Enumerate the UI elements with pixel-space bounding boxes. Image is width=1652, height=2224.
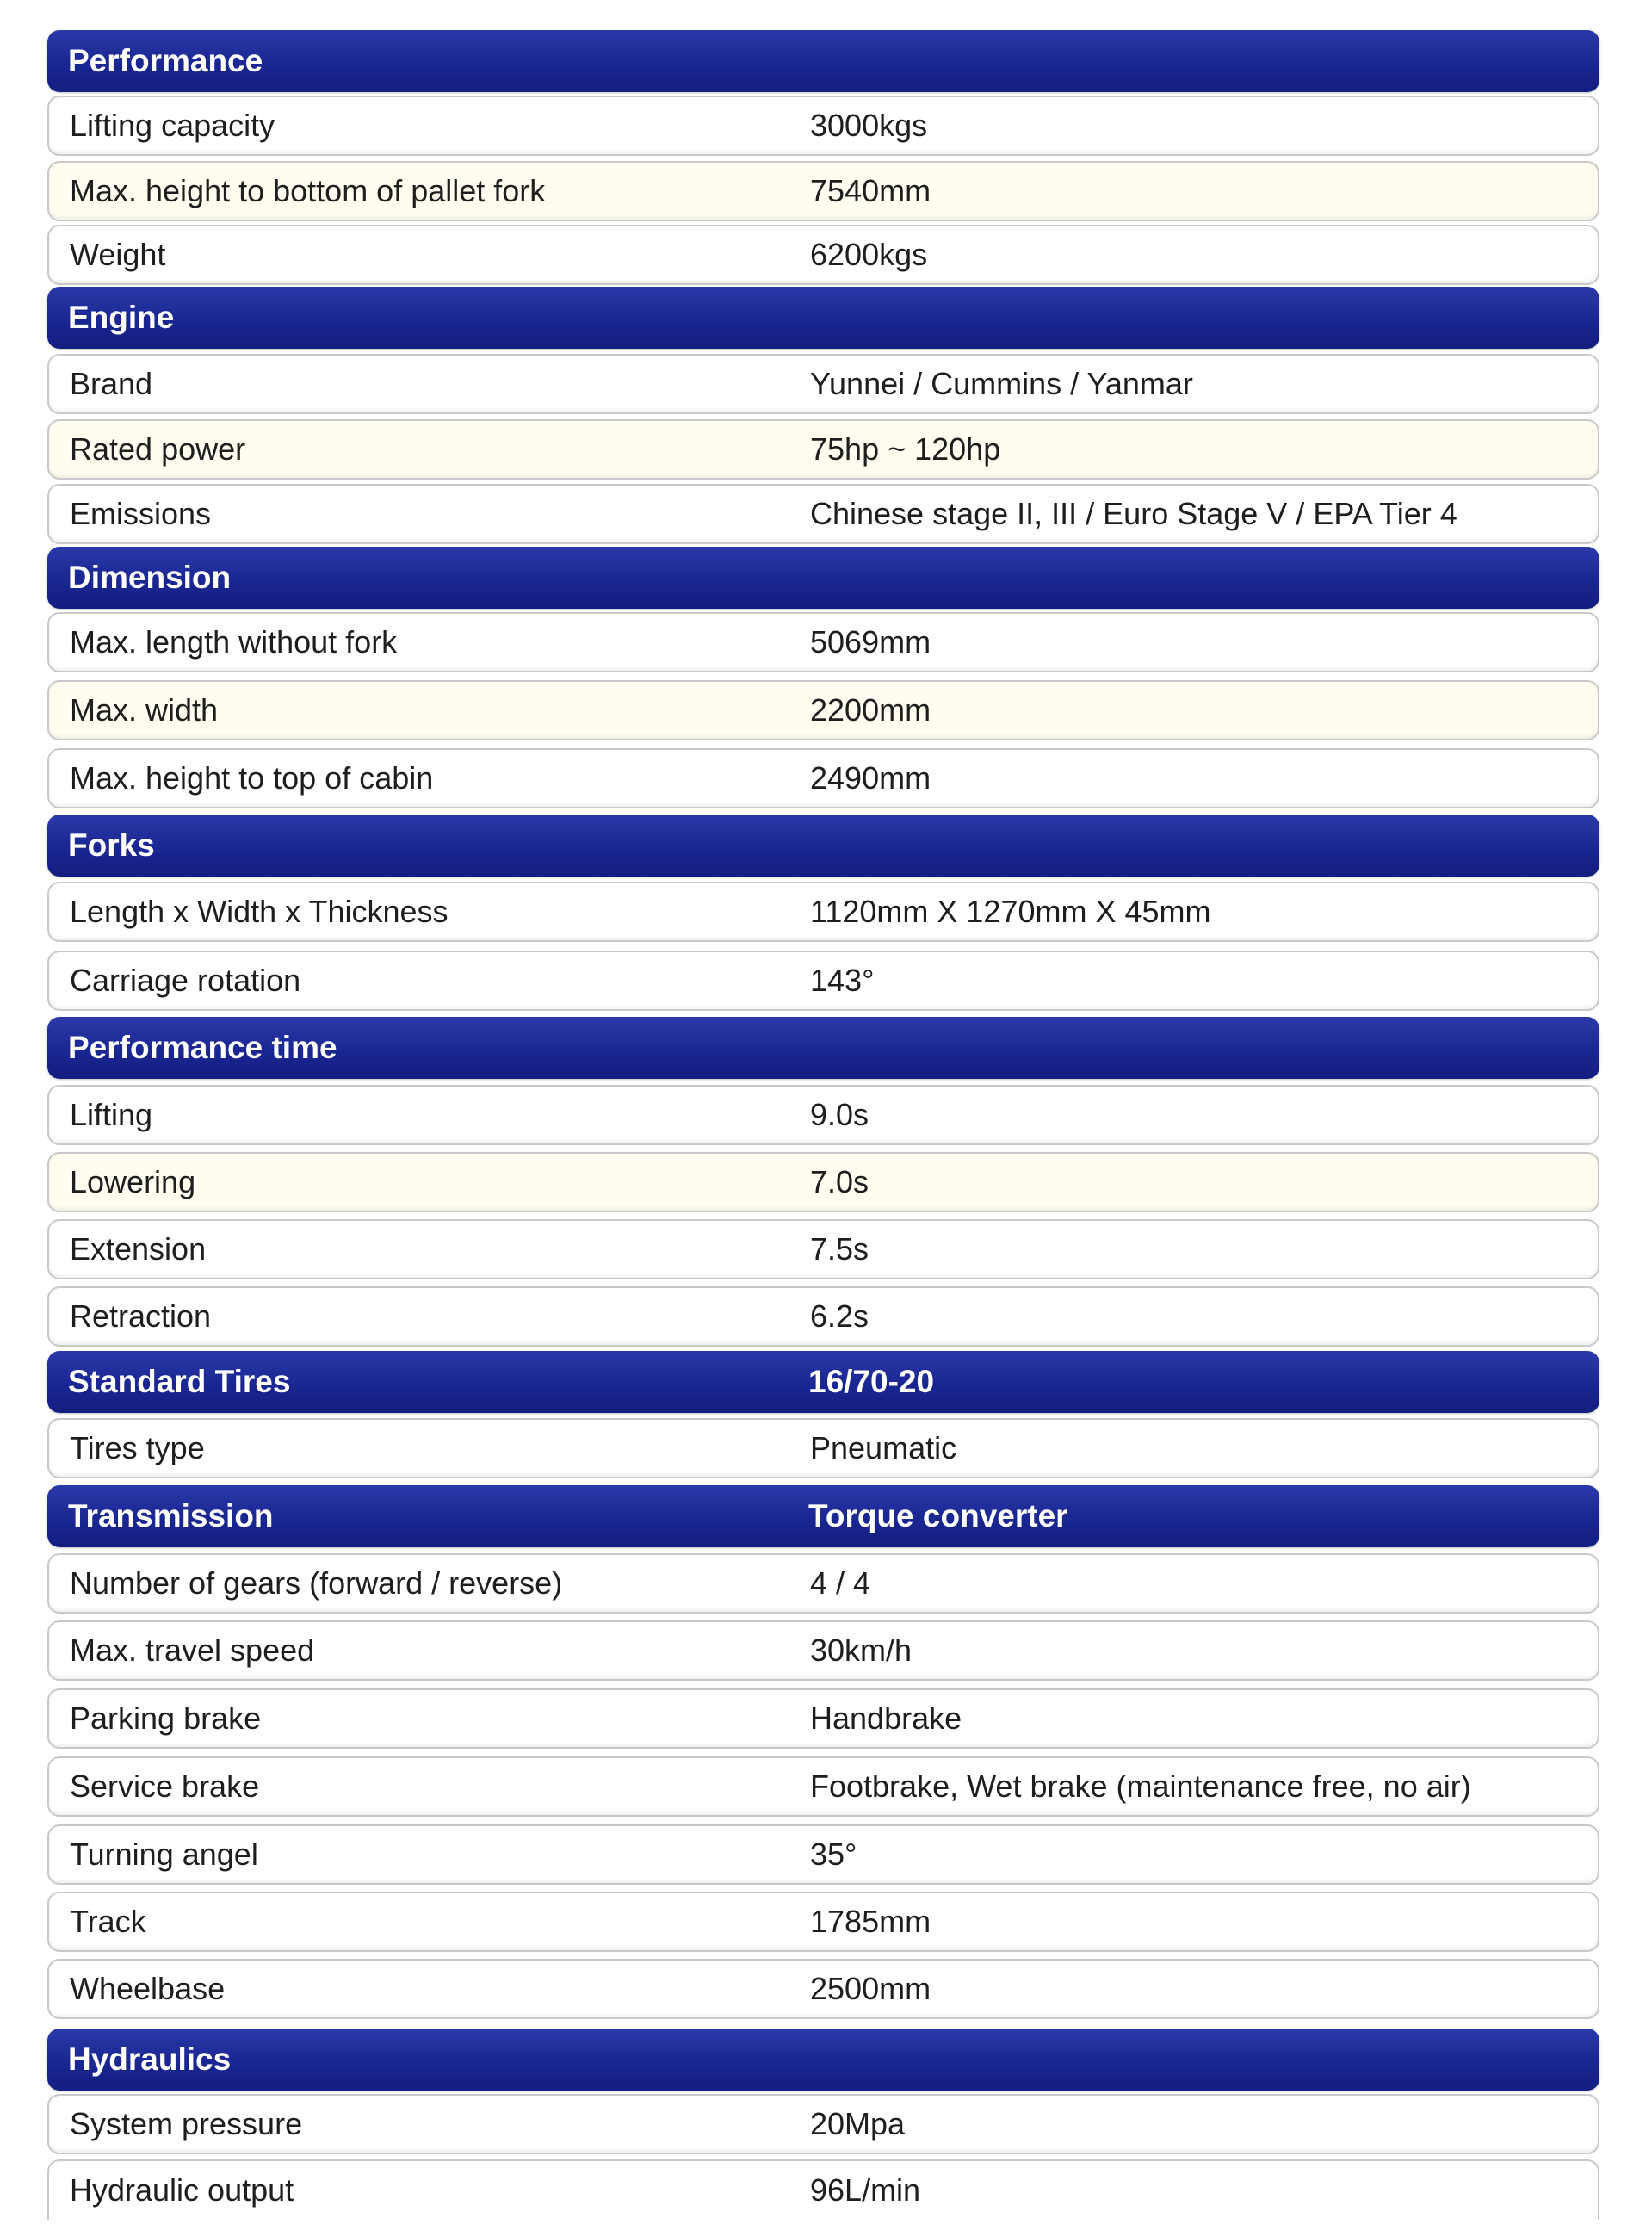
spec-label: Carriage rotation <box>70 963 301 998</box>
section-header-performance <box>47 30 1599 92</box>
spec-value: 20Mpa <box>810 2106 906 2141</box>
spec-row-turning-angel <box>47 1824 1599 1885</box>
spec-value: 6200kgs <box>810 237 928 272</box>
spec-row-number-of-gears-forward-reverse <box>47 1553 1599 1614</box>
spec-row-extension <box>47 1219 1599 1279</box>
spec-label: Lifting <box>70 1097 153 1132</box>
section-title: Dimension <box>68 560 232 595</box>
spec-label: Number of gears (forward / reverse) <box>70 1565 563 1601</box>
spec-row-lifting <box>47 1085 1599 1145</box>
spec-value: Chinese stage II, III / Euro Stage V / EPA Tier 4 <box>810 496 1457 531</box>
spec-row-lowering <box>47 1152 1599 1212</box>
spec-value: 9.0s <box>810 1097 869 1132</box>
spec-row-max-travel-speed <box>47 1620 1599 1681</box>
spec-label: Turning angel <box>70 1837 258 1872</box>
spec-label: Lifting capacity <box>70 108 275 143</box>
spec-value: 2490mm <box>810 760 931 796</box>
spec-label: Max. height to bottom of pallet fork <box>70 173 546 208</box>
section-header-standard-tires <box>47 1351 1599 1413</box>
spec-label: Max. height to top of cabin <box>70 760 434 796</box>
spec-row-max-height-to-top-of-cabin <box>47 748 1599 808</box>
spec-label: Length x Width x Thickness <box>70 894 449 929</box>
spec-value: 1120mm X 1270mm X 45mm <box>810 894 1211 929</box>
section-value: 16/70-20 <box>808 1364 935 1399</box>
spec-value: 1785mm <box>810 1904 931 1939</box>
spec-value: 4 / 4 <box>810 1565 871 1601</box>
spec-value: 7540mm <box>810 173 931 208</box>
section-title: Hydraulics <box>68 2041 232 2077</box>
spec-row-emissions <box>47 484 1599 544</box>
spec-label: Weight <box>70 237 166 272</box>
section-title: Engine <box>68 300 175 335</box>
spec-row-parking-brake <box>47 1688 1599 1749</box>
spec-row-lifting-capacity <box>47 96 1599 156</box>
spec-label: Retraction <box>70 1298 212 1334</box>
spec-label: Service brake <box>70 1769 260 1804</box>
spec-row-brand <box>47 354 1599 414</box>
spec-row-max-length-without-fork <box>47 612 1599 672</box>
spec-value: 143° <box>810 963 875 998</box>
spec-value: 2200mm <box>810 692 931 728</box>
spec-row-hydraulic-output <box>47 2159 1599 2220</box>
spec-label: Max. length without fork <box>70 624 398 660</box>
spec-label: Track <box>70 1904 146 1939</box>
spec-value: 7.5s <box>810 1231 869 1267</box>
spec-label: Hydraulic output <box>70 2172 294 2208</box>
spec-label: Tires type <box>70 1430 205 1465</box>
spec-label: Extension <box>70 1231 207 1267</box>
section-header-transmission <box>47 1485 1599 1547</box>
spec-label: Brand <box>70 366 153 401</box>
spec-value: Pneumatic <box>810 1430 957 1465</box>
spec-label: Rated power <box>70 431 246 467</box>
spec-row-max-width <box>47 680 1599 740</box>
section-header-hydraulics <box>47 2029 1599 2091</box>
spec-label: Lowering <box>70 1164 196 1199</box>
spec-value: Footbrake, Wet brake (maintenance free, no air) <box>810 1769 1471 1804</box>
spec-value: 5069mm <box>810 624 931 660</box>
spec-row-length-x-width-x-thickness <box>47 882 1599 942</box>
section-title: Performance time <box>68 1030 337 1065</box>
section-title: Forks <box>68 827 155 863</box>
spec-row-retraction <box>47 1286 1599 1347</box>
spec-value: 75hp ~ 120hp <box>810 431 1001 467</box>
spec-value: Handbrake <box>810 1701 962 1736</box>
spec-row-service-brake <box>47 1756 1599 1817</box>
spec-value: 6.2s <box>810 1298 869 1334</box>
spec-value: 30km/h <box>810 1632 913 1668</box>
section-title: Transmission <box>68 1498 274 1533</box>
spec-row-rated-power <box>47 419 1599 480</box>
spec-row-system-pressure <box>47 2094 1599 2154</box>
spec-row-tires-type <box>47 1418 1599 1478</box>
spec-label: Emissions <box>70 496 212 531</box>
spec-label: System pressure <box>70 2106 303 2141</box>
spec-row-wheelbase <box>47 1959 1599 2019</box>
section-header-performance-time <box>47 1017 1599 1079</box>
spec-row-carriage-rotation <box>47 951 1599 1011</box>
section-header-forks <box>47 815 1599 877</box>
spec-label: Parking brake <box>70 1701 262 1736</box>
spec-row-max-height-to-bottom-of-pallet-fork <box>47 161 1599 221</box>
spec-value: 2500mm <box>810 1971 931 2006</box>
spec-value: 3000kgs <box>810 108 928 143</box>
spec-row-track <box>47 1892 1599 1952</box>
spec-label: Max. width <box>70 692 219 728</box>
spec-label: Max. travel speed <box>70 1632 315 1668</box>
spec-value: 7.0s <box>810 1164 869 1199</box>
spec-value: 35° <box>810 1837 857 1872</box>
section-value: Torque converter <box>808 1498 1068 1533</box>
spec-value: 96L/min <box>810 2172 921 2208</box>
section-header-dimension <box>47 547 1599 609</box>
spec-value: Yunnei / Cummins / Yanmar <box>810 366 1193 401</box>
section-title: Standard Tires <box>68 1364 291 1399</box>
spec-label: Wheelbase <box>70 1971 226 2006</box>
section-title: Performance <box>68 43 263 78</box>
spec-row-weight <box>47 225 1599 285</box>
section-header-engine <box>47 287 1599 349</box>
